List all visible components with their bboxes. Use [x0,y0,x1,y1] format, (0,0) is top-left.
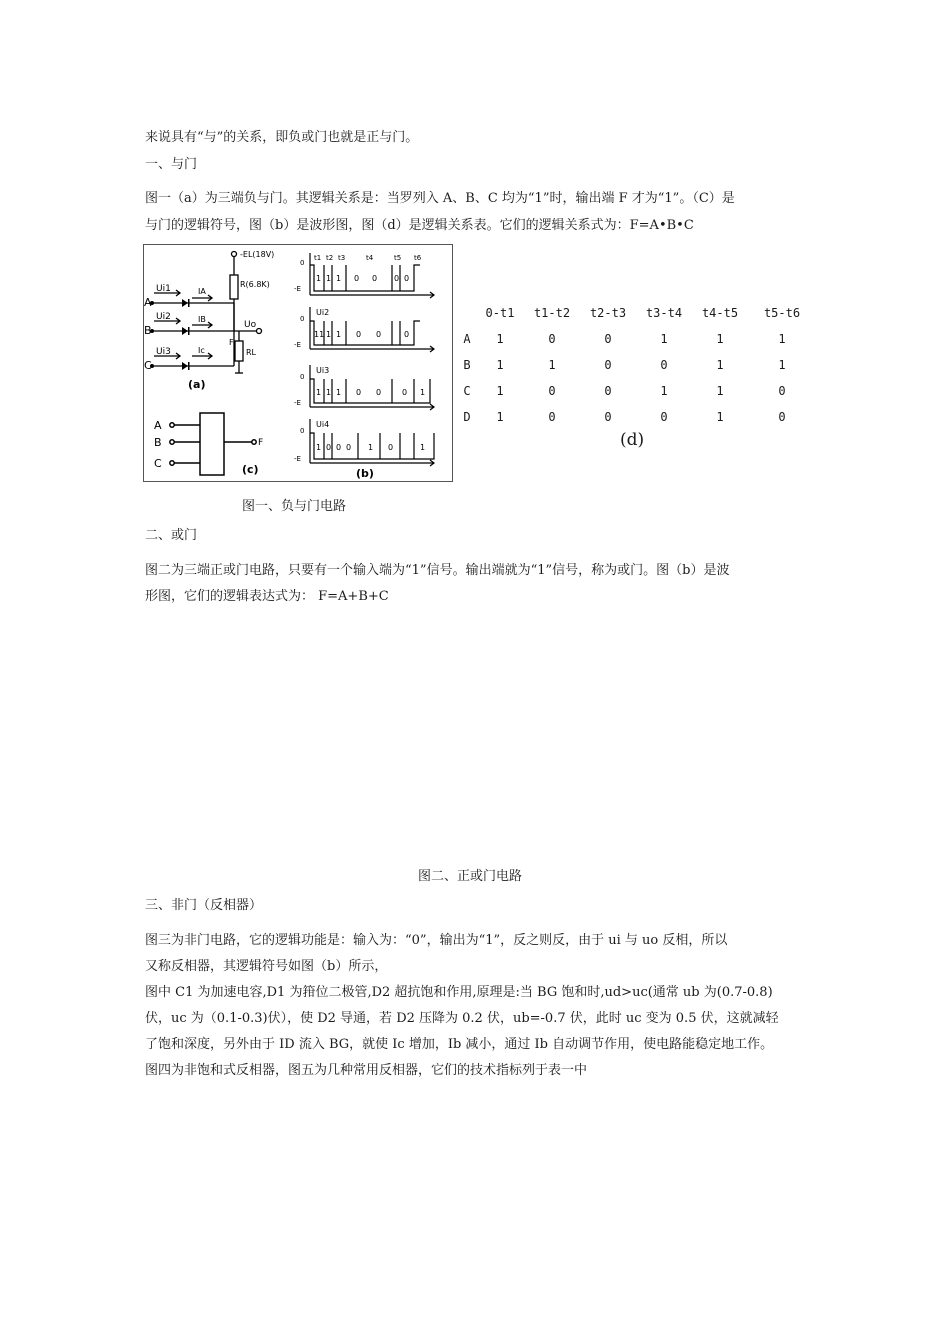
wave-name-ui3: Ui3 [316,366,330,375]
wave3-bit: 0 [376,388,382,397]
wave1-bit: 0 [394,274,400,283]
wave1-bit: 0 [404,274,410,283]
figure-2-caption: 图二、正或门电路 [418,869,523,884]
time-mark-t5: t5 [394,254,402,262]
wave1-zero: 0 [300,259,305,267]
figure-1-caption: 图一、负与门电路 [242,499,347,514]
time-mark-t2: t2 [326,254,334,262]
and-gate-text-line-2: 与门的逻辑符号，图（b）是波形图，图（d）是逻辑关系表。它们的逻辑关系式为：F=A•B•C [145,218,694,233]
cell: 0 [604,358,612,372]
wave2-bit: 1 [336,330,342,339]
cell: 1 [716,384,724,398]
truth-table-header: t1-t2 [533,306,571,320]
label-a: (a) [188,378,206,391]
cell: 0 [778,384,786,398]
current-label-ib: IB [198,315,206,324]
cell: 1 [778,358,786,372]
cell: 1 [496,384,504,398]
current-label-ia: IA [198,287,206,296]
wave3-bit: 1 [420,388,426,397]
cell: 0 [604,332,612,346]
truth-table-header: t5-t6 [763,306,801,320]
supply-label: -EL(18V) [240,250,275,259]
cell: 0 [604,410,612,424]
gate-input-c: C [154,457,162,470]
output-f-label: F [229,338,234,347]
or-gate-text-line-1: 图二为三端正或门电路，只要有一个输入端为“1”信号。输出端就为“1”信号，称为或门。图（b）是波 [145,563,730,578]
wave3-neg: -E [294,399,301,407]
load-label: RL [246,348,257,357]
wave4-bit: 0 [346,443,352,452]
wave1-bit: 1 [326,274,332,283]
truth-table-header: t2-t3 [589,306,627,320]
cell: 0 [778,410,786,424]
not-gate-text-line-5: 了饱和深度，另外由于 ID 流入 BG，就使 Ic 增加，Ib 减小，通过 Ib 自动调节作用，使电路能稳定地工作。 [145,1037,774,1052]
wave4-bit: 1 [420,443,426,452]
truth-table-header: 0-t1 [485,306,515,320]
wave3-bit: 1 [316,388,322,397]
resistor-label: R(6.8K) [240,280,270,289]
wave4-bit: 0 [336,443,342,452]
input-label-ui2: Ui2 [156,312,171,322]
cell: 1 [660,384,668,398]
heading-or-gate: 二、或门 [145,528,198,543]
figure-1-and-gate-diagram [143,244,453,482]
heading-and-gate: 一、与门 [145,157,198,172]
cell: 1 [660,332,668,346]
intro-line: 来说具有“与”的关系，即负或门也就是正与门。 [145,130,419,145]
wave1-neg: -E [294,285,301,293]
row-label: A [463,332,471,346]
wave2-zero: 0 [300,315,305,323]
and-gate-text-line-1: 图一（a）为三端负与门。其逻辑关系是：当罗列入 A、B、C 均为“1”时，输出端 F 才为“1”。（C）是 [145,191,735,206]
truth-table-row [458,326,816,352]
wave2-bit: 0 [376,330,382,339]
wave3-bit: 1 [326,388,332,397]
wave2-bit: 1 [326,330,332,339]
cell: 1 [716,358,724,372]
not-gate-text-line-6: 图四为非饱和式反相器，图五为几种常用反相器，它们的技术指标列于表一中 [145,1063,588,1078]
input-label-ui3: Ui3 [156,347,171,357]
wave4-bit: 0 [388,443,394,452]
wave4-neg: -E [294,455,301,463]
wave2-bit: 0 [404,330,410,339]
cell: 0 [548,384,556,398]
input-letter-c: C [144,359,152,372]
truth-table-header: t3-t4 [645,306,683,320]
wave4-bit: 1 [368,443,374,452]
gate-output-f: F [258,438,264,448]
label-b: (b) [356,467,374,480]
label-c: (c) [242,463,259,476]
input-label-ui1: Ui1 [156,284,171,294]
truth-table-row [458,404,816,430]
row-label: B [463,358,471,372]
time-mark-t1: t1 [314,254,322,262]
current-label-ic: Ic [198,346,205,355]
input-letter-b: B [144,324,152,337]
truth-table [458,300,816,430]
truth-table-label: (d) [620,430,645,450]
output-label: Uo [244,320,257,330]
truth-table-row [458,378,816,404]
cell: 1 [716,410,724,424]
gate-input-b: B [154,436,162,449]
wave3-bit: 1 [336,388,342,397]
cell: 0 [660,358,668,372]
gate-input-a: A [154,419,162,432]
wave3-bit: 0 [402,388,408,397]
not-gate-text-line-4: 伏，uc 为（0.1-0.3)伏），使 D2 导通，若 D2 压降为 0.2 伏，ub=-0.7 伏，此时 uc 变为 0.5 伏，这就减轻 [145,1011,779,1026]
cell: 1 [778,332,786,346]
cell: 1 [548,358,556,372]
wave4-zero: 0 [300,427,305,435]
wave1-bit: 0 [372,274,378,283]
row-label: C [463,384,471,398]
not-gate-text-line-2: 又称反相器，其逻辑符号如图（b）所示， [145,959,388,974]
cell: 0 [660,410,668,424]
wave3-zero: 0 [300,373,305,381]
wave2-bit: 0 [356,330,362,339]
wave4-bit: 1 [316,443,322,452]
cell: 0 [548,410,556,424]
wave1-bit: 1 [316,274,322,283]
wave-name-ui2: Ui2 [316,308,330,317]
cell: 1 [496,410,504,424]
truth-table-header: t4-t5 [701,306,739,320]
truth-table-row [458,352,816,378]
wave1-bit: 0 [354,274,360,283]
wave3-bit: 0 [356,388,362,397]
cell: 1 [716,332,724,346]
wave4-bit: 0 [326,443,332,452]
or-gate-text-line-2: 形图，它们的逻辑表达式为： F=A+B+C [145,589,389,604]
not-gate-text-line-1: 图三为非门电路，它的逻辑功能是：输入为：“0”，输出为“1”，反之则反，由于 ui 与 uo 反相，所以 [145,933,728,948]
wave2-neg: -E [294,341,301,349]
wave-name-ui4: Ui4 [316,420,330,429]
truth-table-header-row [458,300,816,326]
cell: 0 [604,384,612,398]
input-letter-a: A [144,296,152,309]
cell: 0 [548,332,556,346]
not-gate-text-line-3: 图中 C1 为加速电容,D1 为箝位二极管,D2 超抗饱和作用,原理是:当 BG 饱和时,ud>uc(通常 ub 为(0.7-0.8) [145,985,773,1000]
heading-not-gate: 三、非门（反相器） [145,898,263,913]
time-mark-t6: t6 [414,254,422,262]
row-label: D [463,410,471,424]
wave1-bit: 1 [336,274,342,283]
wave2-bit: 11 [314,330,325,339]
time-mark-t3: t3 [338,254,346,262]
time-mark-t4: t4 [366,254,374,262]
cell: 1 [496,332,504,346]
cell: 1 [496,358,504,372]
